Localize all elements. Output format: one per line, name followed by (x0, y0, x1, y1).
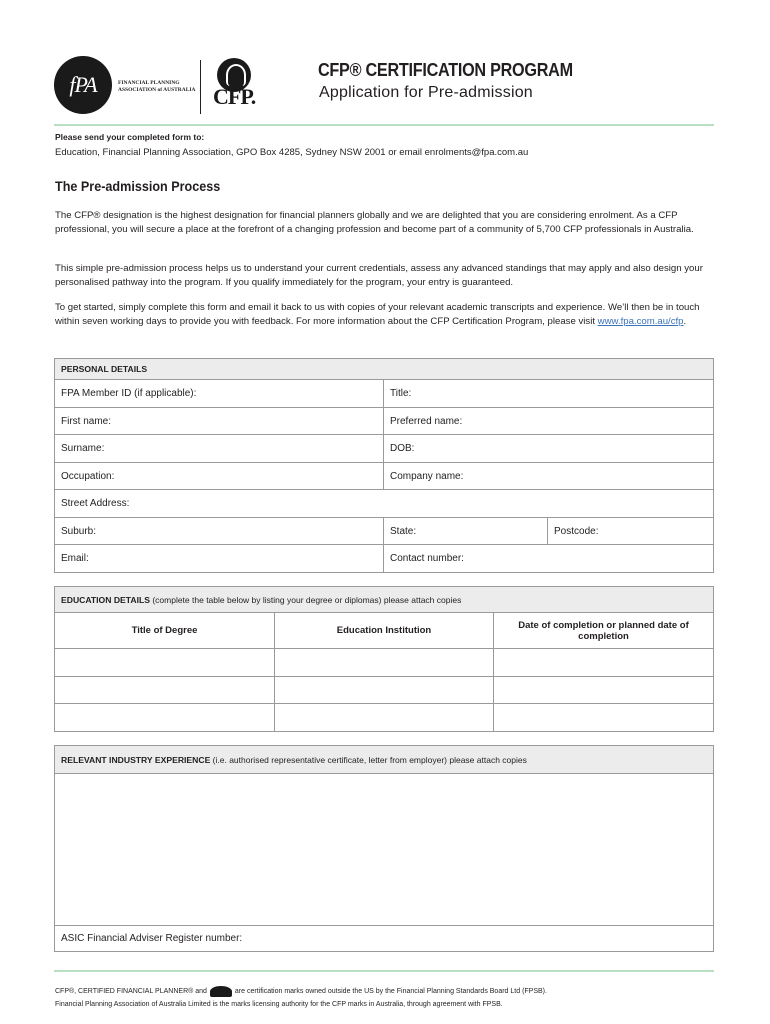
degree-cell[interactable] (55, 649, 275, 677)
degree-cell[interactable] (55, 704, 275, 732)
experience-heading-note: (i.e. authorised representative certificate, letter from employer) please attach copies (210, 754, 527, 765)
education-heading-note: (complete the table below by listing your degree or diplomas) please attach copies (149, 594, 462, 605)
institution-cell[interactable] (275, 649, 494, 677)
process-para-3-end: . (683, 315, 687, 327)
col-education-institution: Education Institution (275, 613, 494, 649)
degree-cell[interactable] (55, 677, 275, 704)
cfp-link[interactable]: www.fpa.com.au/cfp (597, 315, 684, 327)
institution-cell[interactable] (275, 677, 494, 704)
suburb-field[interactable]: Suburb: (55, 518, 384, 545)
cfp-logo-text: CFP. (213, 84, 256, 109)
industry-experience-table (54, 745, 714, 952)
education-row (55, 704, 714, 732)
fpa-name-line1: FINANCIAL PLANNING (118, 80, 180, 86)
fpa-name-line2: ASSOCIATION of AUSTRALIA (118, 87, 196, 93)
footer-line-1b: are certification marks owned outside the US by the Financial Planning Standards Board Ltd (FPSB). (234, 988, 547, 995)
preferred-name-field[interactable]: Preferred name: (384, 408, 714, 435)
education-details-table (54, 586, 714, 732)
cfp-logo (213, 58, 279, 109)
email-field[interactable]: Email: (55, 545, 384, 573)
company-name-field[interactable]: Company name: (384, 463, 714, 490)
cfp-mini-logo-icon (210, 986, 232, 997)
fpa-logo (54, 56, 112, 114)
education-details-heading (55, 587, 714, 613)
occupation-field[interactable]: Occupation: (55, 463, 384, 490)
experience-textarea[interactable] (55, 774, 714, 926)
page-subtitle: Application for Pre-admission (319, 84, 533, 101)
state-field[interactable]: State: (384, 518, 548, 545)
experience-heading-text: RELEVANT INDUSTRY EXPERIENCE (61, 754, 211, 765)
contact-number-field[interactable]: Contact number: (384, 545, 714, 573)
first-name-field[interactable]: First name: (55, 408, 384, 435)
header-rule (54, 124, 714, 126)
col-completion-date: Date of completion or planned date of completion (494, 613, 714, 649)
surname-field[interactable]: Surname: (55, 435, 384, 463)
fpa-name (118, 80, 196, 94)
personal-details-table (54, 358, 714, 573)
street-address-field[interactable]: Street Address: (55, 490, 714, 518)
fpa-logo-text: fPA (69, 72, 97, 97)
completion-cell[interactable] (494, 677, 714, 704)
industry-experience-heading (55, 746, 714, 774)
education-row (55, 677, 714, 704)
asic-register-field[interactable]: ASIC Financial Adviser Register number: (55, 926, 714, 952)
dob-field[interactable]: DOB: (384, 435, 714, 463)
footer (55, 985, 547, 1011)
postcode-field[interactable]: Postcode: (548, 518, 714, 545)
education-row (55, 649, 714, 677)
col-title-of-degree: Title of Degree (55, 613, 275, 649)
logo-divider (200, 60, 201, 114)
completion-cell[interactable] (494, 704, 714, 732)
personal-details-heading: PERSONAL DETAILS (55, 359, 714, 380)
process-para-1: The CFP® designation is the highest designation for financial planners globally and we are delighted that you are considering enrolment. As a CFP professional, you will secure a place at the forefront of a changing profession and become part of a community of 5,700 CFP professionals in Australia. (55, 210, 694, 235)
send-label: Please send your completed form to: (55, 132, 205, 142)
process-para-3-text: To get started, simply complete this form and email it back to us with copies of your relevant academic transcripts and experience. We’ll then be in touch within seven working days to provide you with feedback. For more information about the CFP Certification Program, please visit (55, 302, 700, 327)
send-address: Education, Financial Planning Association, GPO Box 4285, Sydney NSW 2001 or email enrolments@fpa.com.au (55, 147, 529, 158)
page-title: CFP® CERTIFICATION PROGRAM (318, 60, 573, 80)
institution-cell[interactable] (275, 704, 494, 732)
footer-line-1 (55, 985, 547, 998)
header (0, 0, 770, 125)
title-field[interactable]: Title: (384, 380, 714, 408)
process-para-2: This simple pre-admission process helps us to understand your current credentials, assess any advanced standings that may apply and also design your personalised pathway into the program. If you qualify immediately for the program, your entry is guaranteed. (55, 263, 703, 288)
process-heading: The Pre-admission Process (55, 178, 221, 194)
footer-line-2: Financial Planning Association of Australia Limited is the marks licensing authority for the CFP marks in Australia, through agreement with FPSB. (55, 1001, 503, 1008)
process-para-3 (55, 301, 715, 328)
footer-line-1a: CFP®, CERTIFIED FINANCIAL PLANNER® and (55, 988, 207, 995)
completion-cell[interactable] (494, 649, 714, 677)
education-heading-text: EDUCATION DETAILS (61, 594, 150, 605)
member-id-field[interactable]: FPA Member ID (if applicable): (55, 380, 384, 408)
footer-rule (54, 970, 714, 972)
